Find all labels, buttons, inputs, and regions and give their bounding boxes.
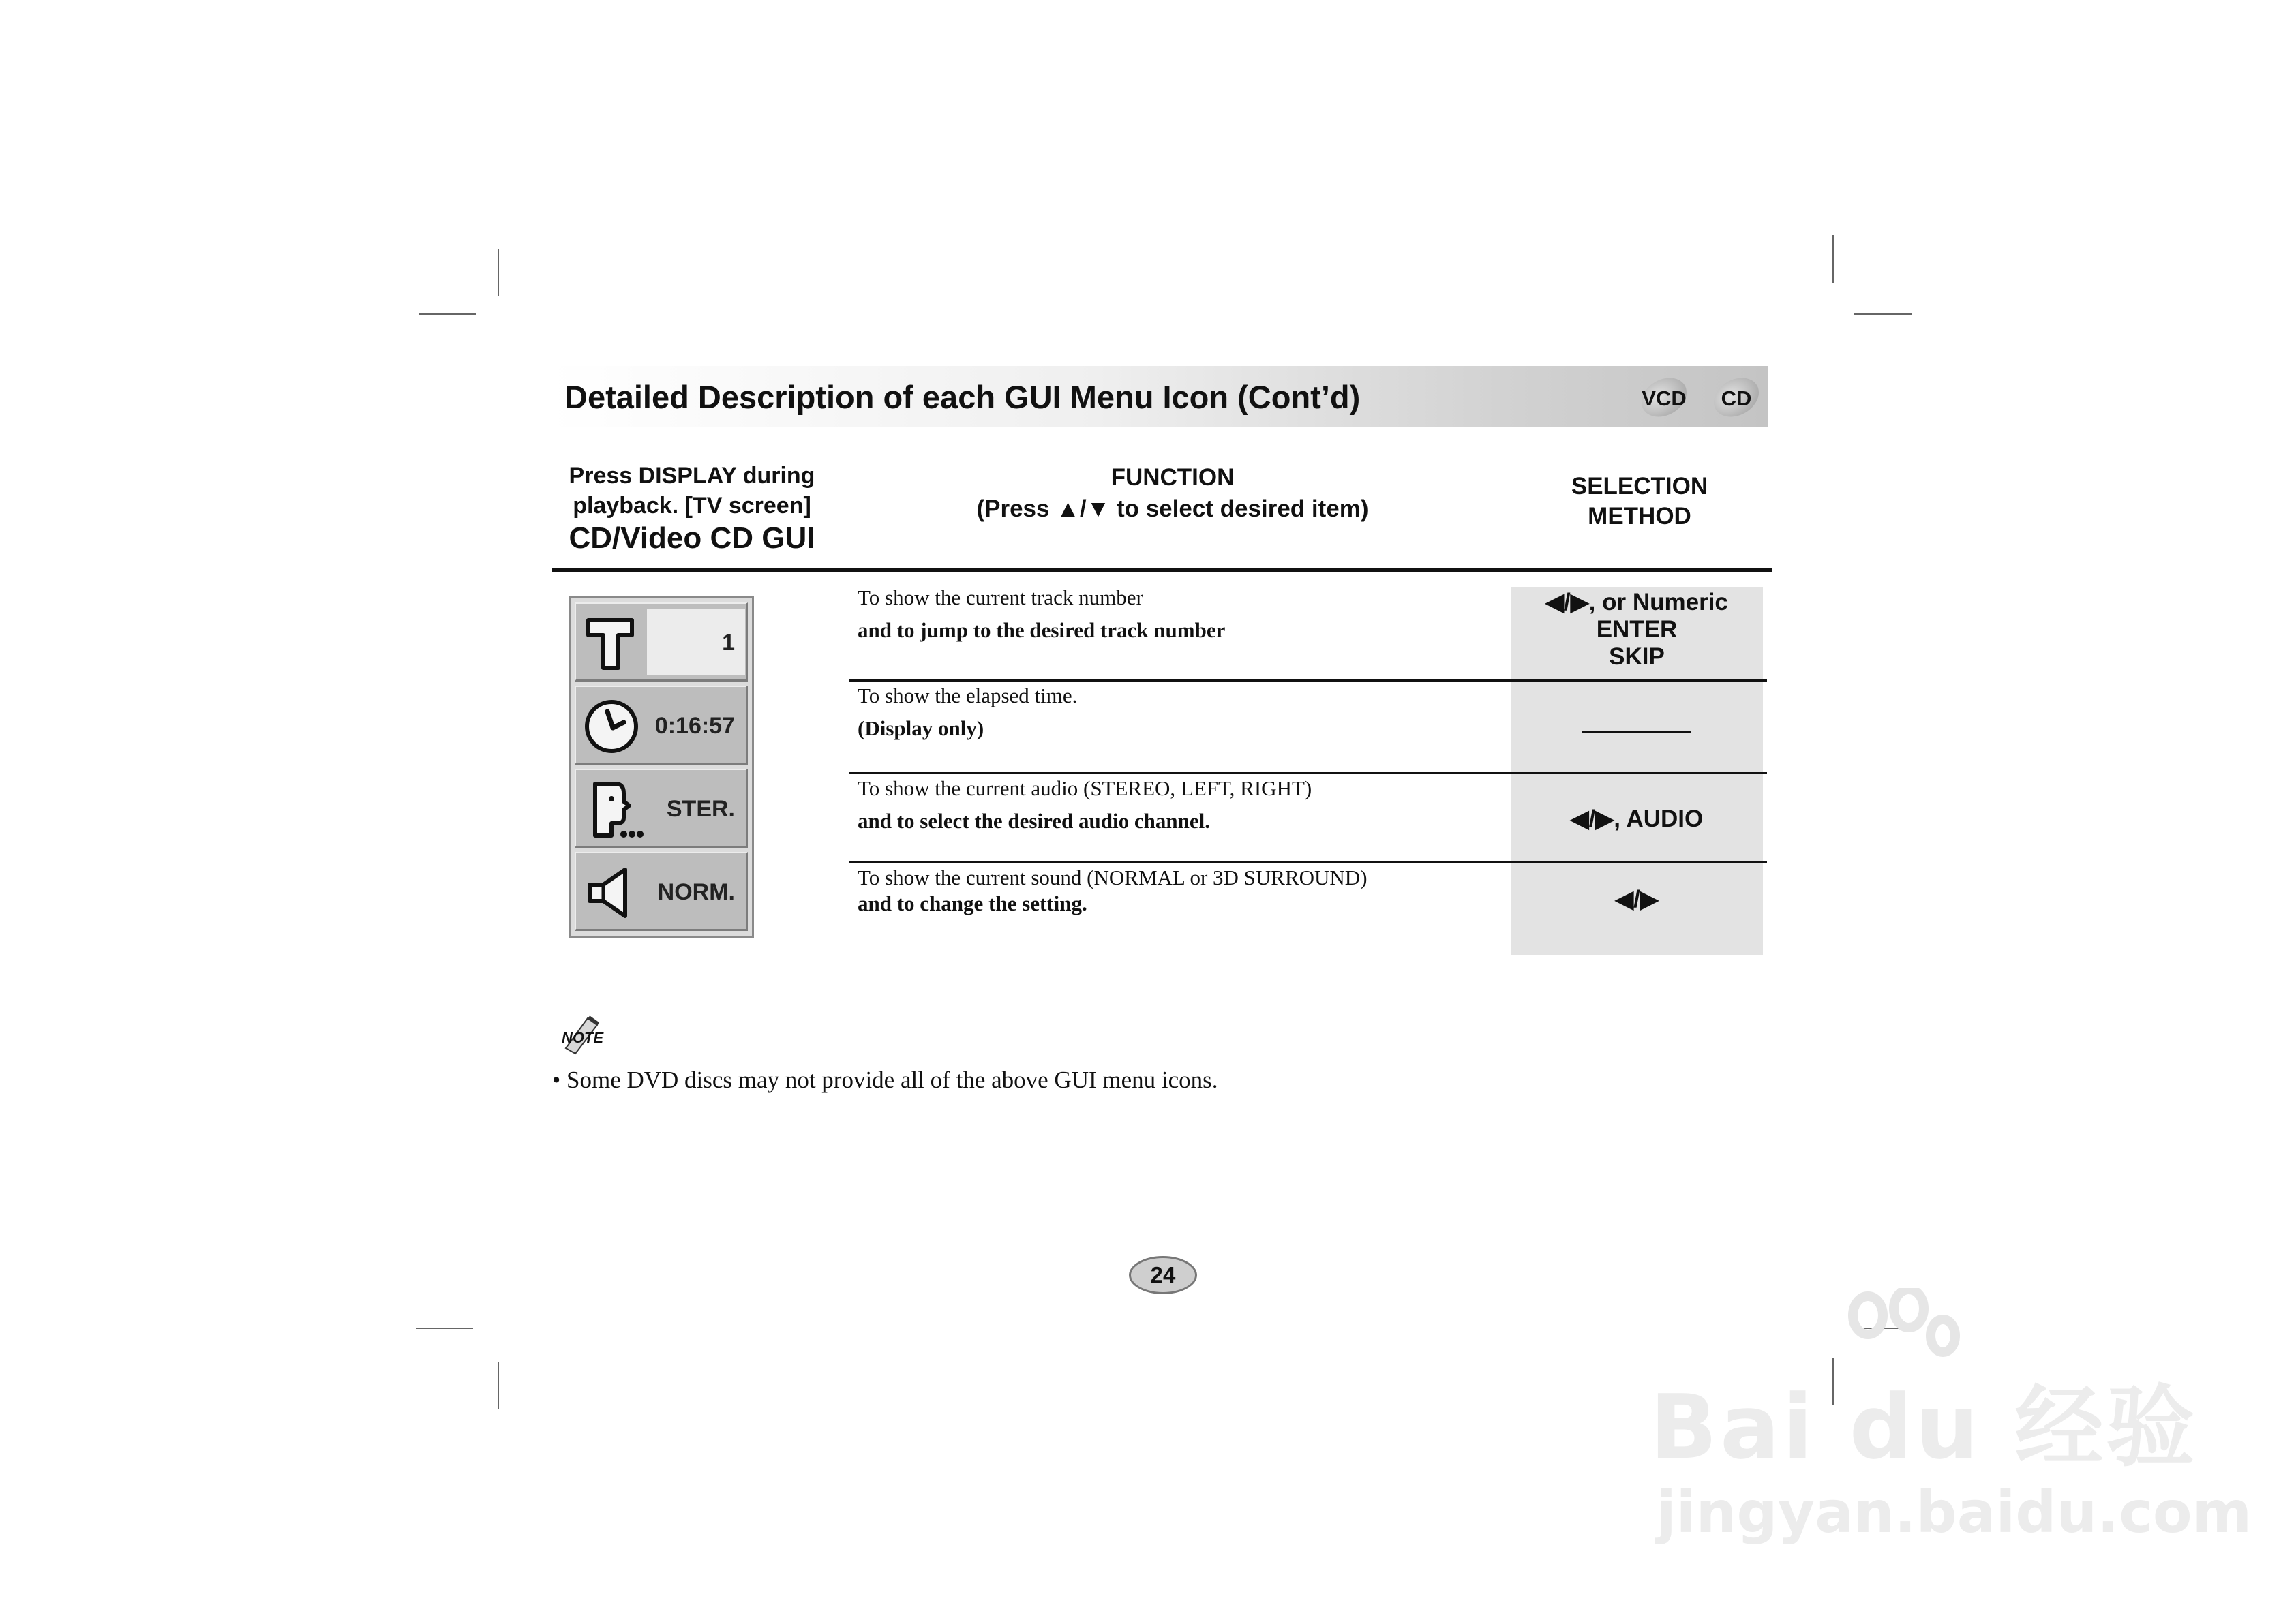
gui-row-sound	[575, 852, 748, 931]
function-row-sound	[849, 865, 1763, 917]
selection-heading-line2: METHOD	[1588, 503, 1691, 530]
header-rule	[552, 568, 1772, 572]
paw-logo-icon	[1827, 1288, 1963, 1370]
selection-sound: ◀/▶	[1615, 886, 1659, 913]
crop-mark	[416, 1328, 473, 1329]
selection-heading-line1: SELECTION	[1571, 473, 1708, 500]
row-divider	[849, 772, 1767, 774]
selection-column-header	[1534, 472, 1745, 532]
gui-row-time	[575, 686, 748, 765]
function-audio-bold: and to select the desired audio channel.	[858, 809, 1210, 833]
function-heading: FUNCTION	[1111, 464, 1235, 491]
clock-icon	[583, 695, 644, 756]
time-value: 0:16:57	[654, 713, 735, 739]
function-row-track	[849, 585, 1763, 643]
gui-panel	[569, 596, 754, 938]
function-sound-plain: To show the current sound (NORMAL or 3D SURROUND)	[858, 866, 1368, 889]
row-divider	[849, 679, 1767, 682]
crop-mark	[1832, 235, 1834, 283]
section-title: Detailed Description of each GUI Menu Icon (Cont’d)	[564, 379, 1361, 415]
function-column-header	[941, 462, 1404, 525]
selection-track-line1: ◀/▶, or Numeric	[1545, 589, 1728, 615]
gui-column-line1: Press DISPLAY during	[569, 463, 815, 489]
row-divider	[849, 861, 1767, 863]
selection-track-line2: ENTER	[1596, 616, 1678, 643]
note-icon	[559, 1014, 604, 1055]
watermark-url: jingyan.baidu.com	[1657, 1479, 2252, 1546]
function-audio-plain: To show the current audio (STEREO, LEFT, RIGHT)	[858, 776, 1312, 800]
cd-badge	[1712, 380, 1760, 415]
vcd-badge	[1640, 380, 1688, 415]
gui-row-audio	[575, 769, 748, 848]
gui-column-title: CD/Video CD GUI	[569, 521, 815, 555]
gui-column-line2: playback. [TV screen]	[573, 493, 811, 519]
track-icon	[583, 612, 644, 673]
audio-head-icon	[583, 778, 644, 840]
gui-row-track	[575, 602, 748, 682]
watermark-brand: Bai du 经验	[1650, 1375, 2198, 1479]
crop-mark	[419, 313, 476, 315]
function-time-bold: (Display only)	[858, 716, 984, 740]
function-sound-bold: and to change the setting.	[858, 891, 1087, 915]
vcd-badge-label: VCD	[1642, 386, 1687, 410]
sound-value: NORM.	[657, 879, 735, 905]
function-subheading: (Press ▲/▼ to select desired item)	[976, 495, 1369, 522]
audio-value: STER.	[666, 796, 735, 822]
page-number: 24	[1129, 1256, 1197, 1294]
section-header	[549, 366, 1768, 427]
function-row-time	[849, 683, 1763, 741]
function-time-plain: To show the elapsed time.	[858, 684, 1078, 707]
note-icon-label: NOTE	[562, 1029, 604, 1046]
crop-mark	[498, 1362, 499, 1409]
crop-mark	[1854, 313, 1912, 315]
function-track-bold: and to jump to the desired track number	[858, 618, 1226, 642]
crop-mark	[498, 249, 499, 296]
gui-column-header	[559, 461, 825, 556]
cd-badge-label: CD	[1721, 386, 1752, 410]
selection-track-line3: SKIP	[1609, 643, 1665, 670]
function-track-plain: To show the current track number	[858, 585, 1143, 609]
track-value: 1	[722, 630, 735, 656]
selection-audio: ◀/▶, AUDIO	[1570, 806, 1704, 832]
speaker-icon	[583, 861, 644, 923]
function-row-audio	[849, 776, 1763, 834]
note-bullet: • Some DVD discs may not provide all of the above GUI menu icons.	[552, 1067, 1218, 1093]
